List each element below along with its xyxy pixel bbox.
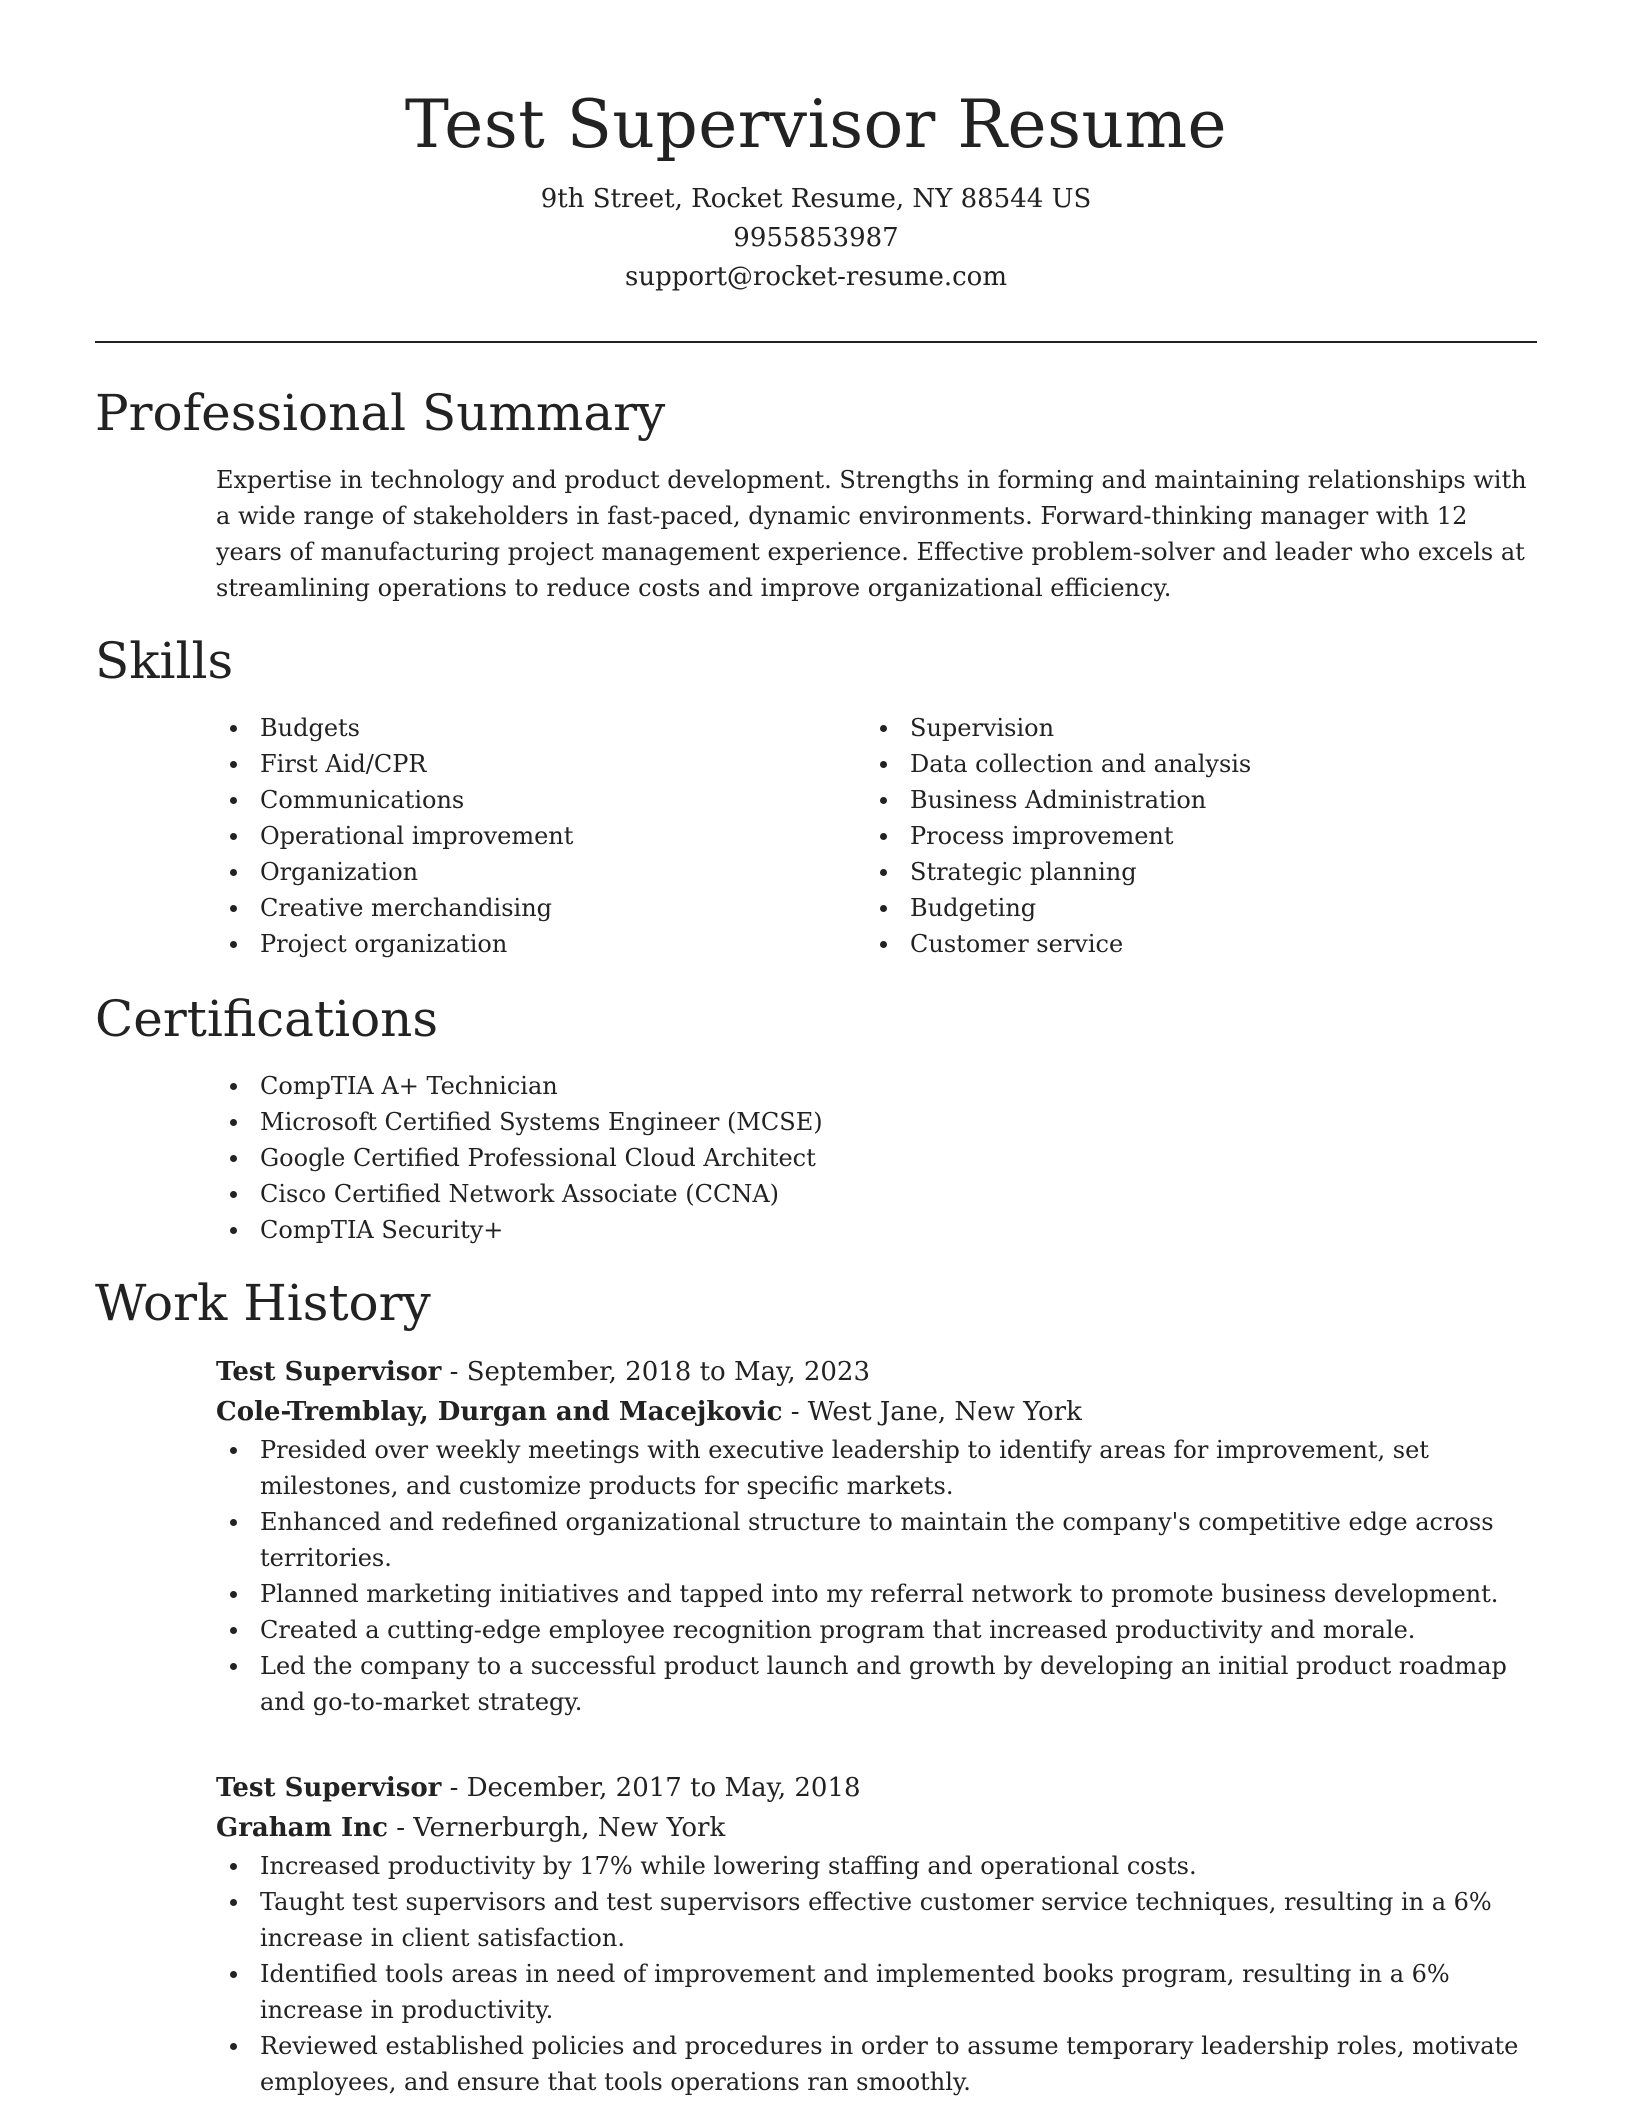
job-bullet: Created a cutting-edge employee recognition program that increased productivity and morale. <box>216 1612 1536 1648</box>
job-bullet: Increased productivity by 17% while lowering staffing and operational costs. <box>216 1848 1536 1884</box>
contact-phone: 9955853987 <box>733 223 899 253</box>
skill-item: Business Administration <box>866 782 1506 818</box>
certification-item: Cisco Certified Network Associate (CCNA) <box>216 1176 1416 1212</box>
resume-header <box>95 80 1537 297</box>
job-entry <box>216 1352 1536 1720</box>
job-company-line <box>216 1392 1536 1432</box>
job-bullet: Presided over weekly meetings with executive leadership to identify areas for improvement, set milestones, and customize products for specific markets. <box>216 1432 1536 1504</box>
certification-item: CompTIA A+ Technician <box>216 1068 1416 1104</box>
skill-item: First Aid/CPR <box>216 746 856 782</box>
header-divider <box>95 341 1537 343</box>
skill-item: Strategic planning <box>866 854 1506 890</box>
job-title-line <box>216 1352 1536 1392</box>
skill-item: Budgeting <box>866 890 1506 926</box>
job-bullets <box>216 1848 1536 2100</box>
page-title: Test Supervisor Resume <box>404 86 1228 163</box>
job-title: Test Supervisor <box>216 1357 442 1387</box>
separator: - <box>387 1813 414 1843</box>
job-company: Cole-Tremblay, Durgan and Macejkovic <box>216 1397 783 1427</box>
job-bullet: Planned marketing initiatives and tapped into my referral network to promote business development. <box>216 1576 1536 1612</box>
job-dates: December, 2017 to May, 2018 <box>466 1773 861 1803</box>
skill-item: Supervision <box>866 710 1506 746</box>
job-title: Test Supervisor <box>216 1773 442 1803</box>
summary-heading: Professional Summary <box>95 384 666 442</box>
contact-info <box>95 180 1537 297</box>
skill-item: Budgets <box>216 710 856 746</box>
job-bullet: Identified tools areas in need of improvement and implemented books program, resulting in a 6% increase in productivity. <box>216 1956 1536 2028</box>
skill-item: Operational improvement <box>216 818 856 854</box>
separator: - <box>441 1773 467 1803</box>
skills-heading: Skills <box>95 632 234 690</box>
job-bullet: Reviewed established policies and procedures in order to assume temporary leadership roles, motivate employees, and ensure that tools operations ran smoothly. <box>216 2028 1536 2100</box>
certification-item: CompTIA Security+ <box>216 1212 1416 1248</box>
job-location: Vernerburgh, New York <box>413 1813 726 1843</box>
work-history-heading: Work History <box>95 1274 431 1332</box>
job-company-line <box>216 1808 1536 1848</box>
summary-text: Expertise in technology and product development. Strengths in forming and maintaining relationships with a wide range of stakeholders in fast-paced, dynamic environments. Forward-thinking manager with 12 years of manufacturing project management experience. Effective problem-solver and leader who excels at streamlining operations to reduce costs and improve organizational efficiency. <box>216 466 1527 602</box>
certification-item: Microsoft Certified Systems Engineer (MCSE) <box>216 1104 1416 1140</box>
contact-email: support@rocket-resume.com <box>624 262 1007 292</box>
skill-item: Project organization <box>216 926 856 962</box>
job-entry <box>216 1768 1536 2100</box>
job-location: West Jane, New York <box>807 1397 1082 1427</box>
job-bullet: Enhanced and redefined organizational structure to maintain the company's competitive edge across territories. <box>216 1504 1536 1576</box>
certification-item: Google Certified Professional Cloud Architect <box>216 1140 1416 1176</box>
separator: - <box>782 1397 808 1427</box>
certifications-heading: Certifications <box>95 990 439 1048</box>
skill-item: Organization <box>216 854 856 890</box>
skills-column-right <box>866 710 1506 962</box>
job-dates: September, 2018 to May, 2023 <box>466 1357 871 1387</box>
job-bullets <box>216 1432 1536 1720</box>
skill-item: Customer service <box>866 926 1506 962</box>
certifications-list <box>216 1068 1416 1248</box>
skill-item: Process improvement <box>866 818 1506 854</box>
job-bullet: Led the company to a successful product launch and growth by developing an initial product roadmap and go-to-market strategy. <box>216 1648 1536 1720</box>
skills-column-left <box>216 710 856 962</box>
skill-item: Communications <box>216 782 856 818</box>
skill-item: Data collection and analysis <box>866 746 1506 782</box>
job-title-line <box>216 1768 1536 1808</box>
job-company: Graham Inc <box>216 1813 388 1843</box>
skill-item: Creative merchandising <box>216 890 856 926</box>
job-bullet: Taught test supervisors and test supervisors effective customer service techniques, resulting in a 6% increase in client satisfaction. <box>216 1884 1536 1956</box>
separator: - <box>441 1357 467 1387</box>
contact-address: 9th Street, Rocket Resume, NY 88544 US <box>540 184 1092 214</box>
